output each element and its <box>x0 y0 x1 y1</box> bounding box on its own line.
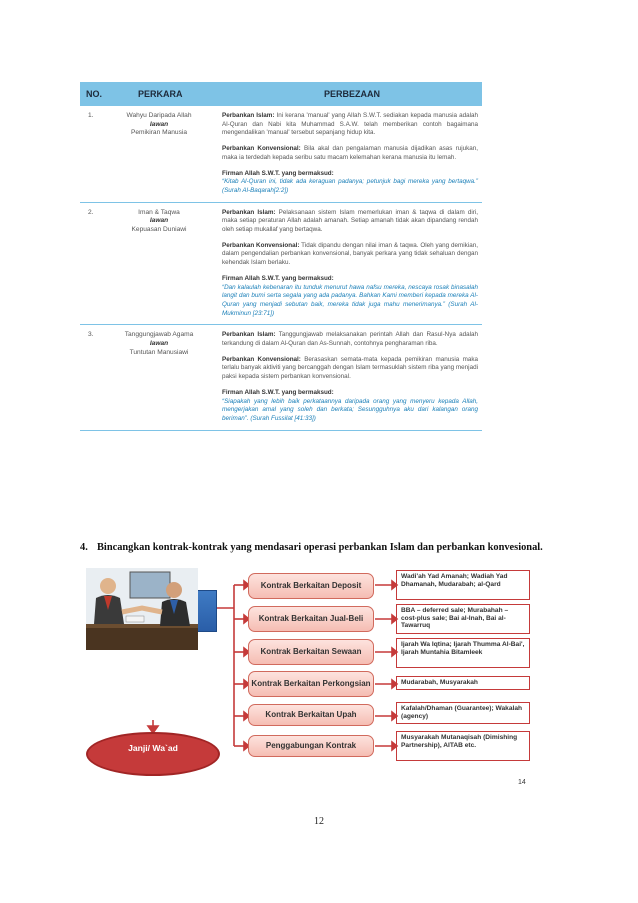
islam-text: Tanggungjawab melaksanakan perintah Allah dan Rasul-Nya adalah terkandung di dalam Al-Quran dan As-Sunnah, contohnya pengharaman riba. <box>222 331 478 348</box>
table-header <box>80 82 482 106</box>
konv-label: Perbankan Konvensional: <box>222 241 300 249</box>
konv-paragraph <box>222 145 478 162</box>
islam-paragraph <box>222 209 478 235</box>
islam-label: Perbankan Islam: <box>222 331 276 339</box>
detail-box-upah: Kafalah/Dhaman (Guarantee); Wakalah (agency) <box>396 702 530 724</box>
table-row <box>80 106 482 203</box>
perkara-bottom: Kepuasan Duniawi <box>131 225 187 233</box>
row-perbezaan <box>210 325 482 429</box>
konv-label: Perbankan Konvensional: <box>222 355 301 363</box>
row-perkara <box>108 203 210 325</box>
islam-label: Perbankan Islam: <box>222 112 275 119</box>
contract-box-upah: Kontrak Berkaitan Upah <box>248 704 374 726</box>
detail-box-penggabungan: Musyarakah Mutanaqisah (Dimishing Partnership), AITAB etc. <box>396 731 530 761</box>
contracts-diagram <box>86 568 546 792</box>
page-number: 12 <box>314 816 324 827</box>
firman-heading: Firman Allah S.W.T. yang bermaksud: <box>222 388 334 396</box>
konv-label: Perbankan Konvensional: <box>222 145 301 153</box>
verse-quote: “Kitab Al-Quran ini, tidak ada keraguan padanya; petunjuk bagi mereka yang bertaqwa.” (Surah Al-Baqarah[2:2]) <box>222 178 478 194</box>
detail-box-perkongsian: Mudarabah, Musyarakah <box>396 676 530 690</box>
konv-paragraph <box>222 242 478 268</box>
perkara-top: Iman & Taqwa <box>138 208 180 216</box>
comparison-table <box>80 82 482 431</box>
perkara-lawan: lawan <box>149 217 169 225</box>
detail-box-sewaan: Ijarah Wa Iqtina; Ijarah Thumma Al-Bai', Ijarah Muntahia Bitamleek <box>396 638 530 668</box>
perkara-lawan: lawan <box>149 120 169 128</box>
detail-box-deposit: Wadi'ah Yad Amanah; Wadiah Yad Dhamanah, Mudarabah; al-Qard <box>396 570 530 600</box>
perkara-bottom: Tuntutan Manusiawi <box>129 348 189 356</box>
verse-quote: “Dan kalaulah kebenaran itu tunduk menurut hawa nafsu mereka, nescaya rosak binasalah langit dan bumi serta segala yang ada padanya. Bahkan Kami memberi kepada mereka Al-Quran yang menjadi sebutan baik, mereka tidak juga mahu menerimanya.” (Surah Al-Mukminun [23:71]) <box>222 283 478 317</box>
perkara-bottom: Pemikiran Manusia <box>130 129 188 137</box>
table-row <box>80 203 482 326</box>
islam-text: Pelaksanaan sistem Islam memerlukan iman & taqwa di dalam diri, maka setiap peraturan Allah adalah amanah. Setiap amanah tidak akan dipandang rendah oleh setiap mukallaf yang bertaqwa. <box>222 208 478 234</box>
janji-ellipse: Janji/ Wa`ad <box>86 732 220 776</box>
contract-box-penggabungan: Penggabungan Kontrak <box>248 735 374 757</box>
verse-quote: “Siapakah yang lebih baik perkataannya daripada orang yang menyeru kepada Allah, mengerjakan amal yang soleh dan berkata; Sesungguhnya aku dari kalangan orang beriman”. (Surah Fussilat [41:33]) <box>222 397 478 422</box>
row-perkara <box>108 106 210 202</box>
row-perkara <box>108 325 210 429</box>
islam-paragraph <box>222 112 478 138</box>
table-row <box>80 325 482 430</box>
islam-label: Perbankan Islam: <box>222 208 276 216</box>
contract-box-perkongsian: Kontrak Berkaitan Perkongsian <box>248 671 374 697</box>
header-perbezaan: PERBEZAAN <box>323 89 380 99</box>
header-perkara: PERKARA <box>138 89 183 99</box>
row-number: 2. <box>88 208 94 216</box>
row-perbezaan <box>210 203 482 325</box>
question-number: 4. <box>80 542 88 553</box>
konv-text: Berasaskan semata-mata kepada pemikiran manusia maka terlalu banyak aktiviti yang bercanggah dengan Islam termasuklah sistem riba yang menjadi paksi kepada sistem perbankan konvensional. <box>222 355 478 381</box>
contract-box-sewaan: Kontrak Berkaitan Sewaan <box>248 639 374 665</box>
business-handshake-illustration <box>86 568 198 650</box>
header-no: NO. <box>86 89 103 99</box>
detail-box-jual-beli: BBA – deferred sale; Murabahah – cost-plus sale; Bai al-Inah, Bai al-Tawarruq <box>396 604 530 634</box>
perkara-top: Tanggungjawab Agama <box>124 331 194 339</box>
islam-paragraph <box>222 331 478 348</box>
islam-text: Ini kerana 'manual' yang Allah S.W.T. sediakan kepada manusia adalah Al-Quran dan Nabi kita Muhammad S.A.W. telah memberikan contoh bagaimana mengendalikan 'manual' tersebut sepanjang hidup kita. <box>222 112 478 137</box>
konv-text: Tidak dipandu dengan nilai iman & taqwa. Oleh yang demikian, dalam pengendalian perbankan konvensional, banyak perkara yang tidak sehaluan dengan kehendak Islam berlaku. <box>222 241 478 267</box>
row-number: 1. <box>88 112 94 119</box>
slide-page-number: 14 <box>518 779 526 786</box>
question-4 <box>80 541 560 555</box>
perkara-lawan: lawan <box>149 339 169 347</box>
konv-paragraph <box>222 356 478 382</box>
contract-box-jual-beli: Kontrak Berkaitan Jual-Beli <box>248 606 374 632</box>
row-number: 3. <box>88 331 94 339</box>
konv-text: Bila akal dan pengalaman manusia dijadikan asas rujukan, maka ia terdedah kepada seribu satu macam kelemahan kerana manusia itu lemah. <box>222 145 478 161</box>
contract-box-deposit: Kontrak Berkaitan Deposit <box>248 573 374 599</box>
firman-heading: Firman Allah S.W.T. yang bermaksud: <box>222 274 334 282</box>
firman-heading: Firman Allah S.W.T. yang bermaksud: <box>222 169 334 177</box>
row-perbezaan <box>210 106 482 202</box>
perkara-top: Wahyu Daripada Allah <box>126 112 192 119</box>
question-text: Bincangkan kontrak-kontrak yang mendasari operasi perbankan Islam dan perbankan konvesional. <box>97 542 543 553</box>
